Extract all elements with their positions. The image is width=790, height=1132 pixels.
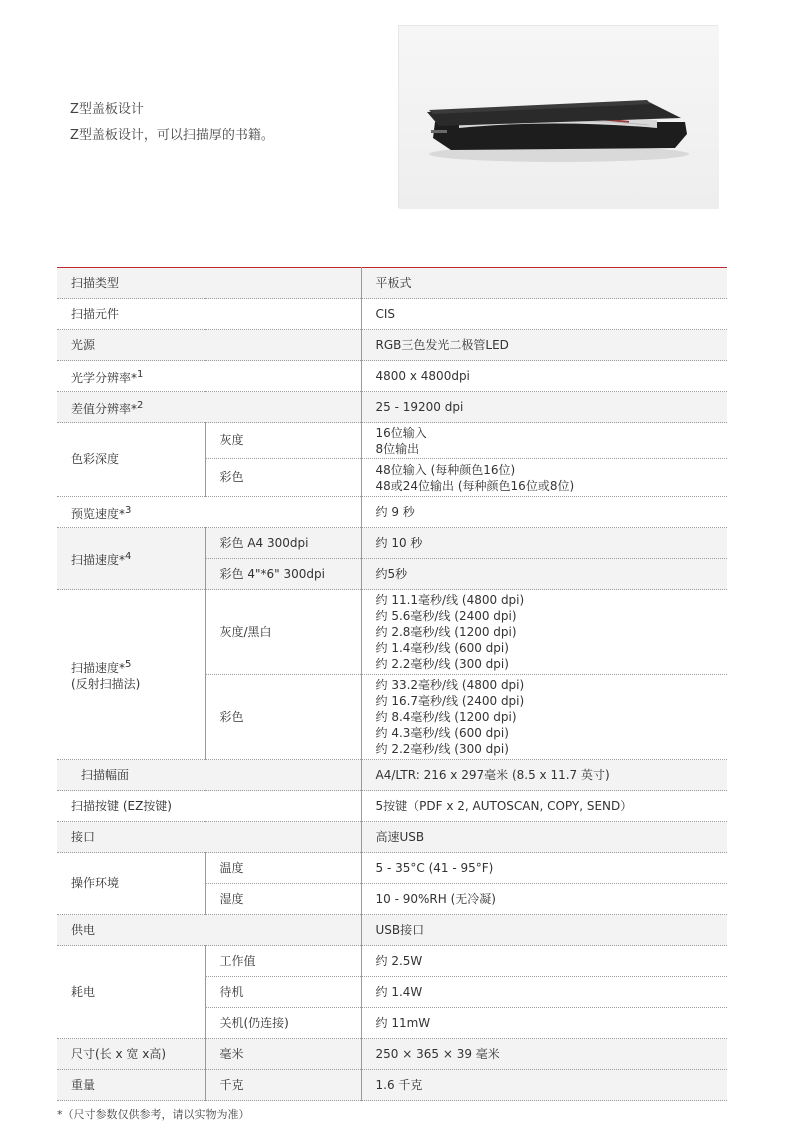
spec-value-temp: 5 - 35°C (41 - 95°F): [361, 853, 727, 884]
spec-sublabel-standby: 待机: [205, 977, 361, 1008]
spec-label-environment: 操作环境: [57, 853, 205, 915]
spec-label-preview: [57, 497, 361, 528]
value-line: 约 4.3毫秒/线 (600 dpi): [375, 726, 509, 740]
footnote-ref: 1: [137, 368, 144, 380]
spec-value-scan-area: A4/LTR: 216 x 297毫米 (8.5 x 11.7 英寸): [361, 760, 727, 791]
value-line: 约 2.8毫秒/线 (1200 dpi): [375, 625, 517, 639]
value-line: 8位输出: [375, 441, 420, 456]
spec-value-operating: 约 2.5W: [361, 946, 727, 977]
spec-value-interp-res: 25 - 19200 dpi: [361, 392, 727, 423]
feature-description: Z型盖板设计，可以扫描厚的书籍。: [70, 128, 274, 143]
footnote-ref: 5: [125, 659, 132, 670]
spec-sublabel-humidity: 湿度: [205, 884, 361, 915]
value-line: 约 33.2毫秒/线 (4800 dpi): [375, 678, 525, 692]
value-line: 约 2.2毫秒/线 (300 dpi): [375, 742, 509, 756]
footnote-ref: 3: [125, 504, 132, 516]
spec-sublabel-photo: 彩色 4"*6" 300dpi: [205, 559, 361, 590]
spec-value-weight: 1.6 千克: [361, 1070, 727, 1101]
value-line: 48或24位输出 (每种颜色16位或8位): [375, 478, 575, 493]
spec-value-off: 约 11mW: [361, 1008, 727, 1039]
spec-label-dimensions: 尺寸(长 x 宽 x高): [57, 1039, 205, 1070]
spec-value-a4: 约 10 秒: [361, 528, 727, 559]
spec-sublabel-gray: 灰度: [205, 423, 361, 459]
value-line: 约 5.6毫秒/线 (2400 dpi): [375, 609, 517, 623]
spec-label-power-supply: 供电: [57, 915, 361, 946]
spec-label-interp-res: [57, 392, 361, 423]
footnote: *（尺寸参数仅供参考，请以实物为准）: [57, 1108, 250, 1121]
scanner-photo: [398, 25, 718, 208]
spec-sublabel-weight-unit: 千克: [205, 1070, 361, 1101]
feature-block: [70, 100, 274, 146]
spec-sublabel-color: 彩色: [205, 459, 361, 497]
value-line: 约 2.2毫秒/线 (300 dpi): [375, 657, 509, 671]
spec-label-element: 扫描元件: [57, 299, 361, 330]
scan-speed-label-text: 扫描速度*: [71, 661, 126, 675]
footnote-ref: 2: [137, 399, 144, 411]
spec-label-scan-speed-4: [57, 528, 205, 590]
value-line: 约 1.4毫秒/线 (600 dpi): [375, 641, 509, 655]
spec-sublabel-a4: 彩色 A4 300dpi: [205, 528, 361, 559]
spec-label-weight: 重量: [57, 1070, 205, 1101]
optical-res-label: 光学分辨率*: [71, 370, 138, 385]
spec-label-scan-type: 扫描类型: [57, 268, 361, 299]
spec-value-preview: 约 9 秒: [361, 497, 727, 528]
spec-sublabel-off: 关机(仍连接): [205, 1008, 361, 1039]
spec-value-photo: 约5秒: [361, 559, 727, 590]
spec-label-consumption: 耗电: [57, 946, 205, 1039]
spec-sublabel-dimensions-unit: 毫米: [205, 1039, 361, 1070]
spec-value-gray-speed: [361, 590, 727, 675]
spec-value-humidity: 10 - 90%RH (无冷凝): [361, 884, 727, 915]
spec-value-buttons: 5按键（PDF x 2, AUTOSCAN, COPY, SEND）: [361, 791, 727, 822]
spec-label-color-depth: 色彩深度: [57, 423, 205, 497]
value-line: 48位输入 (每种颜色16位): [375, 462, 516, 477]
value-line: 约 8.4毫秒/线 (1200 dpi): [375, 710, 517, 724]
spec-value-light: RGB三色发光二极管LED: [361, 330, 727, 361]
spec-value-interface: 高速USB: [361, 822, 727, 853]
spec-value-gray-depth: [361, 423, 727, 459]
spec-label-buttons: 扫描按键 (EZ按键): [57, 791, 361, 822]
interp-res-label: 差值分辨率*: [71, 401, 138, 416]
spec-value-optical-res: 4800 x 4800dpi: [361, 361, 727, 392]
spec-value-element: CIS: [361, 299, 727, 330]
value-line: 约 11.1毫秒/线 (4800 dpi): [375, 593, 525, 607]
spec-label-scan-speed-5: [57, 590, 205, 760]
spec-sublabel-gray-bw: 灰度/黑白: [205, 590, 361, 675]
spec-value-scan-type: 平板式: [361, 268, 727, 299]
feature-title: Z型盖板设计: [70, 102, 144, 117]
spec-sublabel-color-speed: 彩色: [205, 675, 361, 760]
spec-sublabel-temp: 温度: [205, 853, 361, 884]
preview-label: 预览速度*: [71, 506, 126, 521]
footnote-ref: 4: [125, 551, 132, 562]
spec-value-color-depth: [361, 459, 727, 497]
spec-value-color-speed: [361, 675, 727, 760]
scan-speed-label: 扫描速度*: [71, 553, 126, 567]
spec-value-dimensions: 250 × 365 × 39 毫米: [361, 1039, 727, 1070]
spec-value-power-supply: USB接口: [361, 915, 727, 946]
spec-table: [57, 267, 727, 1101]
scan-method-label: (反射扫描法): [71, 677, 141, 691]
value-line: 16位输入: [375, 425, 427, 440]
spec-value-standby: 约 1.4W: [361, 977, 727, 1008]
spec-sublabel-operating: 工作值: [205, 946, 361, 977]
spec-label-light: 光源: [57, 330, 361, 361]
spec-label-optical-res: [57, 361, 361, 392]
value-line: 约 16.7毫秒/线 (2400 dpi): [375, 694, 525, 708]
spec-label-scan-area: 扫描幅面: [57, 760, 361, 791]
scan-speed-label: [71, 657, 191, 676]
spec-label-interface: 接口: [57, 822, 361, 853]
flatbed-scanner-image: [399, 26, 719, 209]
